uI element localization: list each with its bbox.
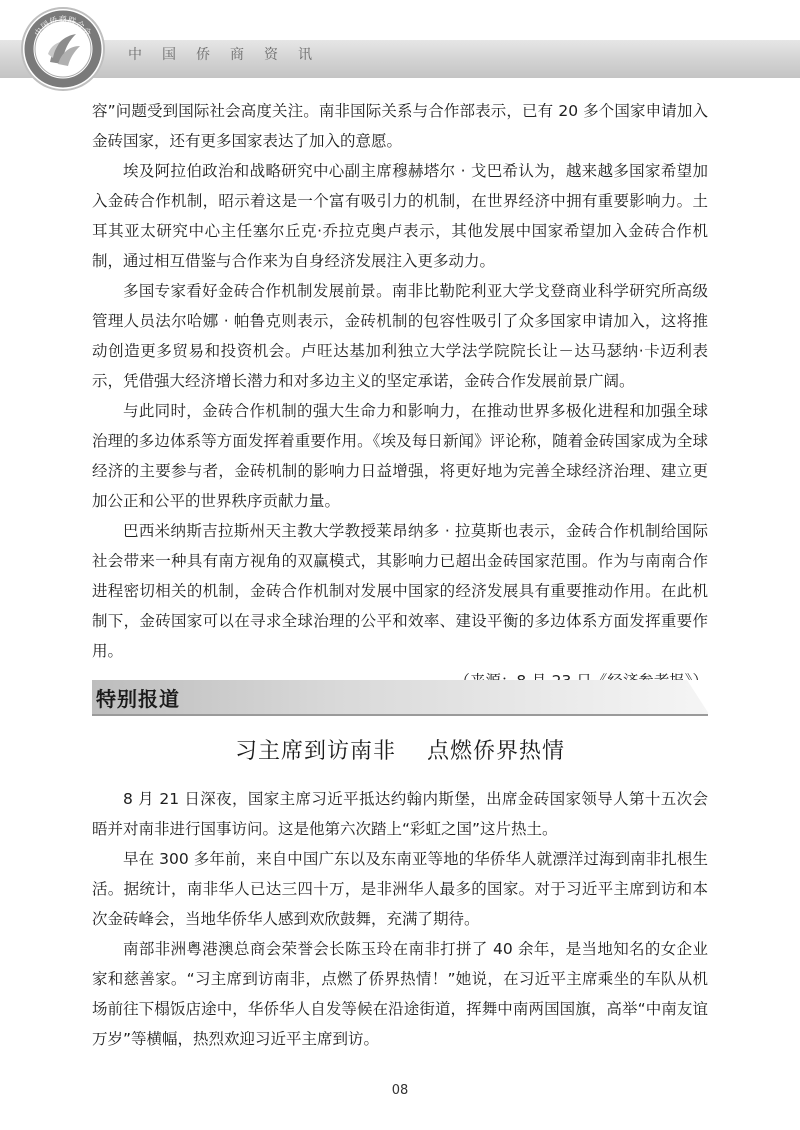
page-number: 08 (391, 1083, 409, 1098)
header-band (0, 40, 800, 78)
paragraph: 早在 300 多年前，来自中国广东以及东南亚等地的华侨华人就漂洋过海到南非扎根生活。据统计，南非华人已达三四十万，是非洲华人最多的国家。对于习近平主席到访和本次金砖峰会，当地华侨华人感到欢欣鼓舞，充满了期待。 (92, 850, 708, 928)
paragraph: 容”问题受到国际社会高度关注。南非国际关系与合作部表示，已有 20 多个国家申请加入金砖国家，还有更多国家表达了加入的意愿。 (92, 102, 708, 150)
publication-title: 中国侨商资讯 (128, 47, 332, 63)
section-bar-tip (687, 680, 709, 714)
logo-text: 中国侨商联合会 (32, 15, 94, 38)
paragraph: 南部非洲粤港澳总商会荣誉会长陈玉玲在南非打拼了 40 余年，是当地知名的女企业家和慈善家。“习主席到访南非，点燃了侨界热情！”她说，在习近平主席乘坐的车队从机场前往下榻饭店途中，华侨华人自发等候在沿途街道，挥舞中南两国国旗，高举“中南友谊万岁”等横幅，热烈欢迎习近平主席到访。 (92, 940, 708, 1048)
feature-article-body (92, 784, 708, 1054)
section-label: 特别报道 (96, 687, 180, 711)
paragraph: 多国专家看好金砖合作机制发展前景。南非比勒陀利亚大学戈登商业科学研究所高级管理人员法尔哈娜 · 帕鲁克则表示，金砖机制的包容性吸引了众多国家申请加入，这将推动创造更多贸易和投资机会。卢旺达基加利独立大学法学院院长让－达马瑟纳·卡迈利表示，凭借强大经济增长潜力和对多边主义的坚定承诺，金砖合作发展前景广阔。 (92, 282, 708, 390)
paragraph: 与此同时，金砖合作机制的强大生命力和影响力，在推动世界多极化进程和加强全球治理的多边体系等方面发挥着重要作用。《埃及每日新闻》评论称，随着金砖国家成为全球经济的主要参与者，金砖机制的影响力日益增强，将更好地为完善全球经济治理、建立更加公正和公平的世界秩序贡献力量。 (92, 402, 708, 510)
section-header-bar (92, 680, 708, 716)
publication-logo (20, 6, 106, 92)
top-article-body (92, 96, 708, 696)
article-title: 习主席到访南非 点燃侨界热情 (235, 739, 565, 764)
paragraph: 埃及阿拉伯政治和战略研究中心副主席穆赫塔尔 · 戈巴希认为，越来越多国家希望加入金砖合作机制，昭示着这是一个富有吸引力的机制，在世界经济中拥有重要影响力。土耳其亚太研究中心主任塞尔丘克·乔拉克奥卢表示，其他发展中国家希望加入金砖合作机制，通过相互借鉴与合作来为自身经济发展注入更多动力。 (92, 162, 708, 270)
paragraph: 巴西米纳斯吉拉斯州天主教大学教授莱昂纳多 · 拉莫斯也表示，金砖合作机制给国际社会带来一种具有南方视角的双赢模式，其影响力已超出金砖国家范围。作为与南南合作进程密切相关的机制，金砖合作机制对发展中国家的经济发展具有重要推动作用。在此机制下，金砖国家可以在寻求全球治理的公平和效率、建设平衡的多边体系方面发挥重要作用。 (92, 522, 708, 660)
paragraph: 8 月 21 日深夜，国家主席习近平抵达约翰内斯堡，出席金砖国家领导人第十五次会晤并对南非进行国事访问。这是他第六次踏上“彩虹之国”这片热土。 (92, 790, 708, 838)
